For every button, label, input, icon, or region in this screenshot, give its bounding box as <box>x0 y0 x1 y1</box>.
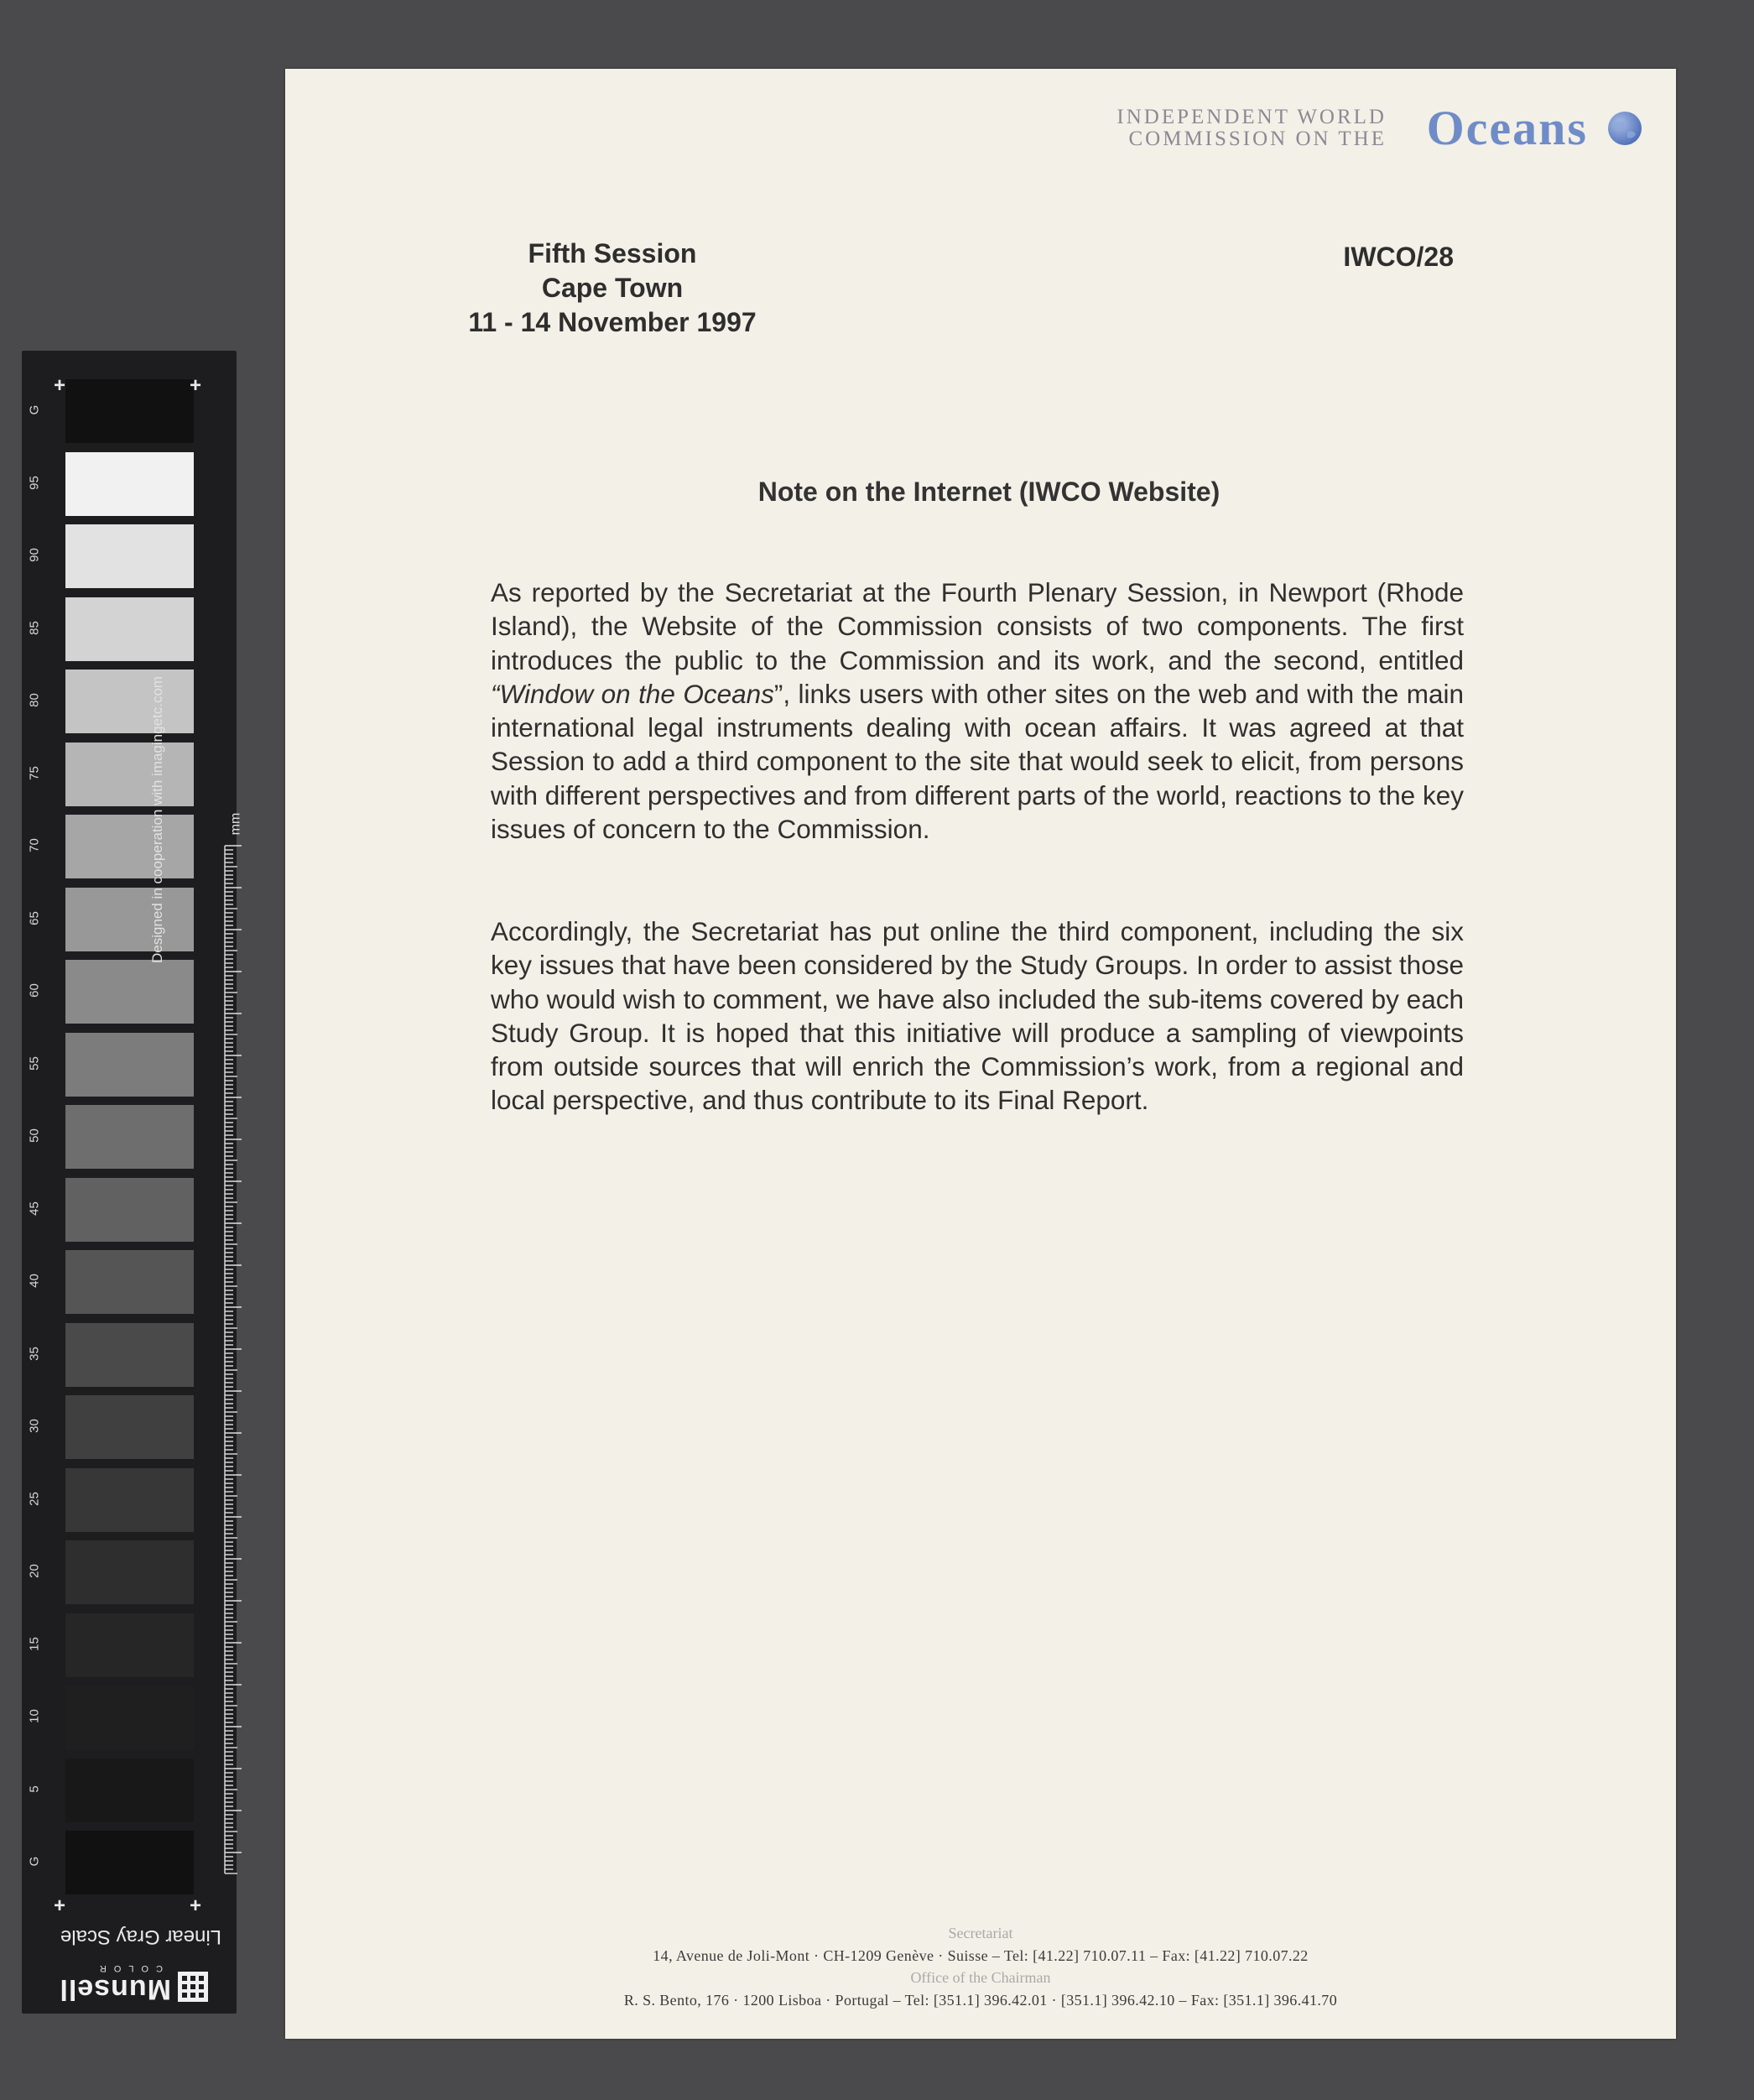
letterhead-line2: COMMISSION ON THE <box>1128 128 1387 150</box>
gray-swatch-label: 25 <box>27 1491 42 1506</box>
footer-secretariat-address: 14, Avenue de Joli-Mont · CH-1209 Genève · Suisse – Tel: [41.22] 710.07.11 – Fax: [41.22] 710.07.22 <box>653 1947 1309 1964</box>
munsell-logo-icon <box>178 1972 208 2002</box>
gray-swatch-label: 30 <box>27 1419 42 1433</box>
document-reference: IWCO/28 <box>1343 242 1454 272</box>
document-page <box>285 69 1676 2039</box>
gray-swatch-label: 95 <box>27 475 42 490</box>
gray-swatch-label: 75 <box>27 765 42 780</box>
gray-swatch <box>65 888 194 951</box>
brand-sub: COLOR <box>91 1963 163 1973</box>
gray-swatch-label: 65 <box>27 910 42 925</box>
letterhead <box>1055 102 1642 154</box>
gray-swatch <box>65 670 194 733</box>
gray-swatch-label: 5 <box>27 1785 42 1793</box>
plus-icon: + <box>190 374 202 397</box>
gray-swatch <box>65 1613 194 1677</box>
gray-swatch <box>65 1105 194 1169</box>
gray-swatch-label: 40 <box>27 1274 42 1288</box>
gray-swatch-label: 45 <box>27 1201 42 1216</box>
footer-chairman-label: Office of the Chairman <box>910 1969 1051 1986</box>
paragraph-1-text-b: ”, links users with other sites on the web and with the main international legal instruments dealing with ocean affairs. It was agreed at that Session to add a third component to the site that would seek to elicit, from persons with different perspectives and from different parts of the world, reactions to the key issues of concern to the Commission. <box>491 678 1465 845</box>
gray-swatch <box>65 597 194 661</box>
gray-swatch <box>65 1395 194 1459</box>
gray-swatch-label: 20 <box>27 1564 42 1578</box>
plus-icon: + <box>54 1894 66 1917</box>
letterhead-name: Oceans <box>1426 101 1588 155</box>
card-unit: mm <box>228 812 243 836</box>
gray-swatch-label: 10 <box>27 1709 42 1723</box>
gray-swatch-label: 15 <box>27 1636 42 1651</box>
gray-swatch <box>65 815 194 878</box>
gray-swatch <box>65 1540 194 1604</box>
paragraph-1-text-a: As reported by the Secretariat at the Fourth Plenary Session, in Newport (Rhode Island), the Website of the Commission consists of two components. The first introduces the public to the Commission and its work, and the second, entitled <box>491 577 1464 675</box>
gray-swatch <box>65 452 194 516</box>
gray-swatch <box>65 1250 194 1314</box>
card-credit: Designed in cooperation with imagingetc.com <box>149 675 165 963</box>
gray-swatch-label: 80 <box>27 693 42 707</box>
plus-icon: + <box>190 1894 202 1917</box>
gray-scale-card <box>22 351 243 2014</box>
gray-swatch <box>65 1686 194 1749</box>
website-component-name: “Window on the Oceans <box>491 678 774 709</box>
gray-swatch-label: 85 <box>27 620 42 635</box>
gray-swatch <box>65 960 194 1024</box>
session-name: Fifth Session <box>528 238 697 268</box>
document-title: Note on the Internet (IWCO Website) <box>757 477 1221 507</box>
ruler-ticks <box>211 844 245 1874</box>
gray-swatch <box>65 1323 194 1387</box>
session-dates: 11 - 14 November 1997 <box>468 307 757 337</box>
gray-swatch <box>65 1831 194 1894</box>
globe-icon <box>1607 111 1642 146</box>
gray-swatch-label: 55 <box>27 1055 42 1071</box>
gray-swatch-label: 70 <box>27 838 42 852</box>
footer-secretariat-label: Secretariat <box>948 1925 1013 1941</box>
session-block <box>449 237 776 340</box>
brand-name: Munsell <box>59 1973 171 2005</box>
session-place: Cape Town <box>541 273 684 303</box>
gray-swatch-label: G <box>27 404 42 415</box>
munsell-brand <box>59 1960 221 2007</box>
gray-swatch <box>65 1759 194 1822</box>
gray-swatch <box>65 379 194 443</box>
paragraph-1 <box>491 576 1464 846</box>
gray-swatch-label: 35 <box>27 1346 42 1361</box>
plus-icon: + <box>54 374 66 397</box>
gray-swatch-label: 50 <box>27 1128 42 1143</box>
gray-swatch-label: G <box>27 1856 42 1867</box>
footer-chairman-address: R. S. Bento, 176 · 1200 Lisboa · Portugal – Tel: [351.1] 396.42.01 · [351.1] 396.42.10 – Fax: [351.1] 396.41.70 <box>623 1992 1338 2009</box>
gray-swatch-label: 60 <box>27 983 42 998</box>
gray-swatch <box>65 1033 194 1097</box>
gray-swatch <box>65 1468 194 1532</box>
gray-swatch <box>65 524 194 588</box>
card-title: Linear Gray Scale <box>60 1925 222 1948</box>
gray-swatch-label: 90 <box>27 548 42 562</box>
paragraph-2: Accordingly, the Secretariat has put online the third component, including the six key issues that have been considered by the Study Groups. In order to assist those who would wish to comment, we have also included the sub-items covered by each Study Group. It is hoped that this initiative will produce a sampling of viewpoints from outside sources that will enrich the Commission’s work, from a regional and local perspective, and thus contribute to its Final Report. <box>491 916 1464 1116</box>
footer <box>285 1923 1676 2012</box>
letterhead-line1: INDEPENDENT WORLD <box>1116 106 1387 128</box>
gray-swatch <box>65 1178 194 1242</box>
gray-swatch <box>65 743 194 806</box>
